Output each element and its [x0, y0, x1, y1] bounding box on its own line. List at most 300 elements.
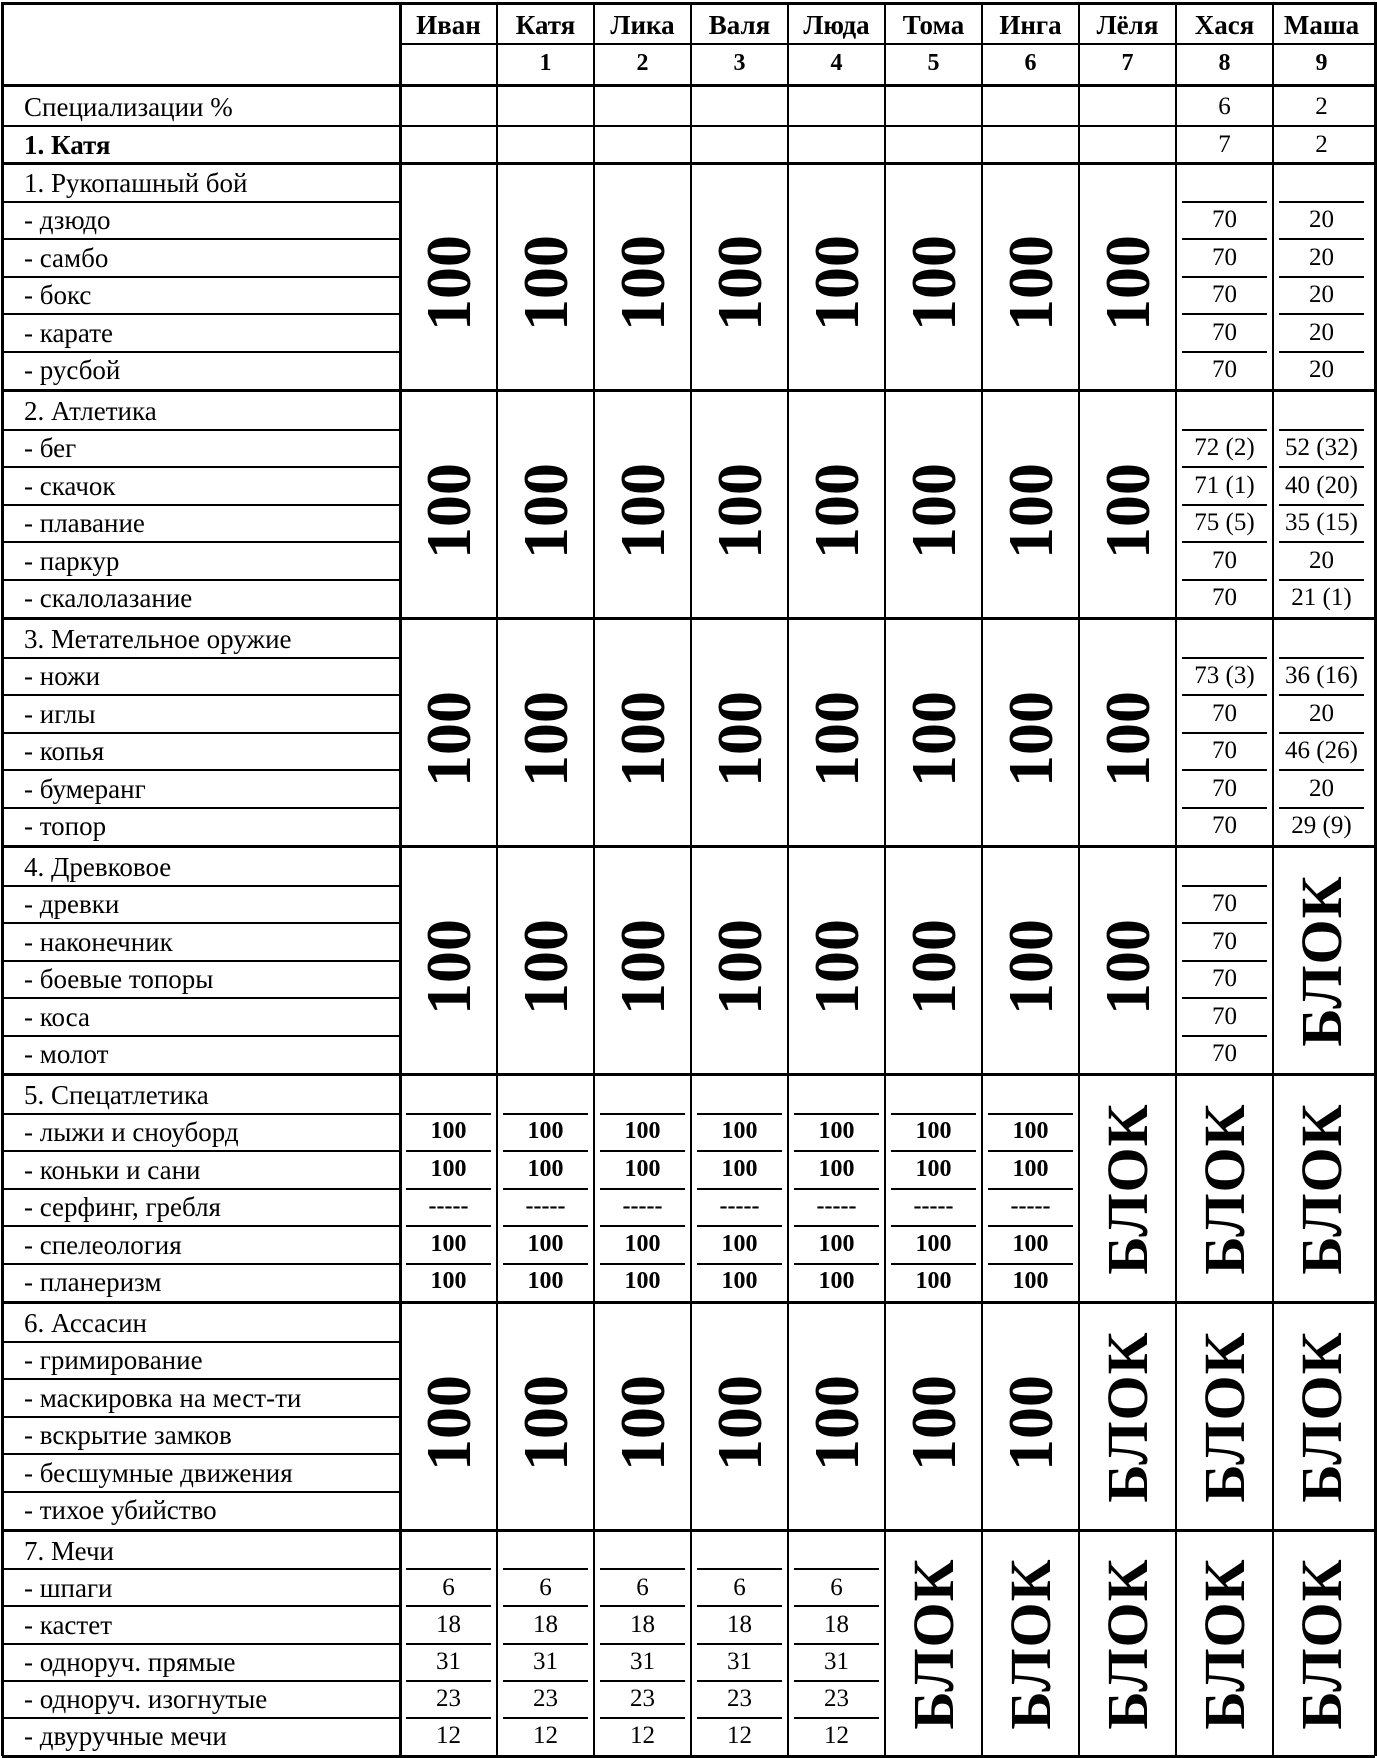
block-label: БЛОК	[1094, 1330, 1160, 1503]
cell-value: 6	[539, 1573, 552, 1601]
column-header-number: 5	[927, 50, 940, 76]
grid-line	[2, 1341, 400, 1343]
cell-value: 70	[1212, 584, 1237, 612]
skill-item-label: - дзюдо	[24, 205, 111, 236]
grid-line	[697, 1605, 782, 1607]
skill-item-label: - шпаги	[24, 1572, 113, 1603]
cell-value: 100	[1012, 1230, 1049, 1257]
skill-item-label: - древки	[24, 889, 120, 920]
cell-value: 100	[818, 1268, 855, 1295]
skill-item-label: - серфинг, гребля	[24, 1192, 221, 1223]
cell-value: 100	[1012, 1155, 1049, 1182]
cell-value: 31	[533, 1648, 558, 1676]
grid-line	[2, 997, 400, 999]
grid-line	[988, 1188, 1073, 1190]
cell-value: 35 (15)	[1285, 509, 1358, 537]
cell-value: 100	[915, 1118, 952, 1145]
grid-line	[697, 1225, 782, 1227]
grid-line	[600, 1150, 685, 1152]
big-value: 100	[509, 1374, 581, 1471]
cell-value: 70	[1212, 699, 1237, 727]
big-value: 100	[412, 690, 484, 787]
grid-line	[2, 541, 400, 543]
grid-line	[406, 1568, 491, 1570]
skill-item-label: - карате	[24, 317, 114, 348]
grid-line	[2, 351, 400, 353]
grid-line	[2, 617, 1375, 620]
grid-line	[1182, 694, 1267, 696]
grid-line	[697, 1150, 782, 1152]
grid-line	[2, 885, 400, 887]
skill-item-label: - лыжи и сноуборд	[24, 1117, 239, 1148]
grid-line	[1182, 1035, 1267, 1037]
grid-line	[794, 1113, 879, 1115]
grid-line	[697, 1717, 782, 1719]
cell-value: 12	[630, 1722, 655, 1750]
cell-value: 70	[1212, 281, 1237, 309]
cell-value: 36 (16)	[1285, 662, 1358, 690]
big-value: 100	[509, 918, 581, 1015]
column-header-number: 1	[539, 50, 552, 76]
grid-line	[794, 1150, 879, 1152]
big-value: 100	[606, 234, 678, 331]
grid-line	[787, 2, 789, 1756]
grid-line	[988, 1113, 1073, 1115]
big-value: 100	[703, 462, 775, 559]
grid-line	[2, 960, 400, 962]
cell-value: 23	[727, 1685, 752, 1713]
skill-item-label: - самбо	[24, 242, 109, 273]
grid-line	[2, 238, 400, 240]
grid-line	[1182, 922, 1267, 924]
spec-row-label: 1. Катя	[24, 130, 111, 160]
grid-line	[891, 1225, 976, 1227]
section-title: 3. Метательное оружие	[24, 623, 292, 654]
grid-line	[600, 1643, 685, 1645]
grid-line	[2, 1529, 1375, 1532]
grid-line	[600, 1568, 685, 1570]
section-title: 5. Спецатлетика	[24, 1079, 209, 1110]
column-header-name: Маша	[1283, 10, 1360, 40]
cell-value: 12	[533, 1722, 558, 1750]
section-title: 2. Атлетика	[24, 395, 157, 426]
cell-value: 100	[721, 1155, 758, 1182]
grid-line	[399, 2, 402, 1756]
big-value: 100	[1091, 234, 1163, 331]
cell-value: 12	[727, 1722, 752, 1750]
cell-value: 52 (32)	[1285, 434, 1358, 462]
grid-line	[981, 2, 983, 1756]
spec-row-value: 2	[1315, 131, 1328, 158]
grid-line	[1279, 769, 1364, 771]
cell-value: 70	[1212, 927, 1237, 955]
big-value: 100	[703, 690, 775, 787]
big-value: 100	[703, 1374, 775, 1471]
grid-line	[2, 1491, 400, 1493]
big-value: 100	[897, 234, 969, 331]
grid-line	[2, 1225, 400, 1227]
cell-value: 18	[630, 1610, 655, 1638]
skill-item-label: - копья	[24, 736, 105, 767]
cell-value: 70	[1212, 546, 1237, 574]
grid-line	[891, 1263, 976, 1265]
cell-value: 100	[624, 1118, 661, 1145]
grid-line	[2, 201, 400, 203]
block-label: БЛОК	[1191, 1330, 1257, 1503]
block-label: БЛОК	[1191, 1557, 1257, 1730]
grid-line	[1272, 2, 1274, 1756]
cell-value: 23	[436, 1685, 461, 1713]
grid-line	[794, 1225, 879, 1227]
cell-value: 70	[1212, 890, 1237, 918]
column-header-name: Лика	[610, 10, 675, 40]
cell-value: 100	[430, 1118, 467, 1145]
column-header-name: Катя	[515, 10, 576, 40]
grid-line	[1279, 807, 1364, 809]
cell-value: 70	[1212, 812, 1237, 840]
skill-item-label: - двуручные мечи	[24, 1721, 227, 1752]
grid-line	[2, 1035, 400, 1037]
grid-line	[406, 1680, 491, 1682]
column-header-number: 9	[1315, 50, 1328, 76]
grid-line	[503, 1263, 588, 1265]
grid-line	[2, 1378, 400, 1380]
big-value: 100	[703, 234, 775, 331]
grid-line	[406, 1150, 491, 1152]
grid-line	[2, 845, 1375, 848]
grid-line	[2, 276, 400, 278]
grid-line	[2, 1150, 400, 1152]
big-value: 100	[800, 234, 872, 331]
grid-line	[794, 1188, 879, 1190]
cell-value: 70	[1212, 318, 1237, 346]
skill-item-label: - бумеранг	[24, 773, 146, 804]
big-value: 100	[412, 234, 484, 331]
skill-item-label: - молот	[24, 1039, 109, 1070]
cell-value: 18	[727, 1610, 752, 1638]
grid-line	[600, 1717, 685, 1719]
grid-line	[600, 1263, 685, 1265]
cell-value: 70	[1212, 243, 1237, 271]
big-value: 100	[994, 1374, 1066, 1471]
cell-value: 100	[527, 1268, 564, 1295]
grid-line	[690, 2, 692, 1756]
grid-line	[1182, 504, 1267, 506]
skill-item-label: - скачок	[24, 470, 116, 501]
cell-value: 20	[1309, 318, 1334, 346]
cell-value: 100	[624, 1268, 661, 1295]
grid-line	[1279, 694, 1364, 696]
cell-value: 100	[915, 1155, 952, 1182]
big-value: 100	[897, 1374, 969, 1471]
cell-value: 12	[436, 1722, 461, 1750]
cell-value: 100	[721, 1268, 758, 1295]
grid-line	[503, 1717, 588, 1719]
cell-value: 23	[630, 1685, 655, 1713]
cell-value: 6	[830, 1573, 843, 1601]
cell-value: 70	[1212, 1002, 1237, 1030]
grid-line	[2, 1568, 400, 1570]
skill-item-label: - бег	[24, 433, 77, 464]
column-header-name: Лёля	[1096, 10, 1159, 40]
grid-line	[406, 1643, 491, 1645]
grid-line	[2, 429, 400, 431]
grid-line	[600, 1113, 685, 1115]
cell-value: 31	[727, 1648, 752, 1676]
grid-line	[1182, 541, 1267, 543]
cell-value: 20	[1309, 546, 1334, 574]
skill-item-label: - коньки и сани	[24, 1154, 201, 1185]
grid-line	[1182, 429, 1267, 431]
big-value: 100	[1091, 918, 1163, 1015]
grid-line	[1182, 960, 1267, 962]
big-value: 100	[897, 462, 969, 559]
skill-item-label: - бесшумные движения	[24, 1457, 293, 1488]
big-value: 100	[800, 1374, 872, 1471]
grid-line	[2, 125, 1375, 127]
big-value: 100	[800, 462, 872, 559]
cell-value: 100	[527, 1118, 564, 1145]
grid-line	[697, 1113, 782, 1115]
grid-line	[1175, 2, 1177, 1756]
cell-value: 18	[436, 1610, 461, 1638]
cell-value: 100	[818, 1230, 855, 1257]
grid-line	[2, 1188, 400, 1190]
big-value: 100	[994, 918, 1066, 1015]
grid-line	[503, 1605, 588, 1607]
block-label: БЛОК	[1288, 874, 1354, 1047]
cell-value: 100	[430, 1155, 467, 1182]
cell-value: 100	[721, 1118, 758, 1145]
cell-value: 6	[442, 1573, 455, 1601]
grid-line	[600, 1605, 685, 1607]
skill-item-label: - ножи	[24, 661, 101, 692]
grid-line	[406, 1717, 491, 1719]
cell-value: 20	[1309, 281, 1334, 309]
grid-line	[2, 1680, 400, 1682]
grid-line	[2, 162, 1375, 165]
big-value: 100	[412, 1374, 484, 1471]
grid-line	[1279, 313, 1364, 315]
grid-line	[503, 1188, 588, 1190]
cell-value: 70	[1212, 356, 1237, 384]
cell-value: 100	[915, 1268, 952, 1295]
skill-item-label: - бокс	[24, 280, 92, 311]
grid-line	[1182, 351, 1267, 353]
cell-value: 71 (1)	[1194, 471, 1255, 499]
grid-line	[503, 1150, 588, 1152]
grid-line	[1182, 313, 1267, 315]
grid-line	[2, 657, 400, 659]
column-header-number: 4	[830, 50, 843, 76]
column-header-name: Инга	[999, 10, 1062, 40]
grid-line	[1182, 238, 1267, 240]
spec-row-value: 7	[1218, 131, 1231, 158]
cell-value: -----	[622, 1193, 663, 1220]
cell-value: 31	[824, 1648, 849, 1676]
cell-value: -----	[816, 1193, 857, 1220]
grid-line	[884, 2, 886, 1756]
grid-line	[406, 1263, 491, 1265]
big-value: 100	[606, 918, 678, 1015]
skill-item-label: - маскировка на мест-ти	[24, 1382, 302, 1413]
grid-line	[600, 1188, 685, 1190]
block-label: БЛОК	[1288, 1557, 1354, 1730]
grid-line	[1374, 2, 1377, 1756]
cell-value: 70	[1212, 1040, 1237, 1068]
grid-line	[1279, 429, 1364, 431]
grid-line	[1182, 885, 1267, 887]
big-value: 100	[606, 1374, 678, 1471]
section-title: 1. Рукопашный бой	[24, 167, 248, 198]
skill-item-label: - плавание	[24, 508, 145, 539]
skill-item-label: - иглы	[24, 698, 96, 729]
cell-value: 6	[636, 1573, 649, 1601]
skill-item-label: - спелеология	[24, 1229, 182, 1260]
big-value: 100	[412, 918, 484, 1015]
big-value: 100	[509, 690, 581, 787]
big-value: 100	[994, 234, 1066, 331]
big-value: 100	[1091, 690, 1163, 787]
grid-line	[503, 1643, 588, 1645]
skill-item-label: - гримирование	[24, 1345, 203, 1376]
cell-value: 46 (26)	[1285, 737, 1358, 765]
skill-item-label: - одноруч. прямые	[24, 1647, 236, 1678]
cell-value: 20	[1309, 356, 1334, 384]
cell-value: 23	[824, 1685, 849, 1713]
grid-line	[1279, 732, 1364, 734]
skill-item-label: - русбой	[24, 355, 121, 386]
skill-item-label: - паркур	[24, 545, 120, 576]
grid-line	[2, 1113, 400, 1115]
cell-value: -----	[913, 1193, 954, 1220]
grid-line	[794, 1263, 879, 1265]
grid-line	[2, 1453, 400, 1455]
grid-line	[697, 1643, 782, 1645]
spec-row-value: 6	[1218, 93, 1231, 120]
grid-line	[697, 1188, 782, 1190]
grid-line	[406, 1225, 491, 1227]
column-header-name: Люда	[803, 10, 870, 40]
block-label: БЛОК	[997, 1557, 1063, 1730]
grid-line	[1182, 657, 1267, 659]
column-header-number: 7	[1121, 50, 1134, 76]
cell-value: 40 (20)	[1285, 471, 1358, 499]
grid-line	[503, 1680, 588, 1682]
big-value: 100	[1091, 462, 1163, 559]
cell-value: 100	[1012, 1118, 1049, 1145]
spec-row-value: 2	[1315, 93, 1328, 120]
cell-value: 31	[630, 1648, 655, 1676]
cell-value: -----	[1010, 1193, 1051, 1220]
grid-line	[1182, 769, 1267, 771]
cell-value: 20	[1309, 699, 1334, 727]
grid-line	[2, 389, 1375, 392]
big-value: 100	[606, 690, 678, 787]
column-header-number: 8	[1218, 50, 1231, 76]
grid-line	[1078, 2, 1080, 1756]
grid-line	[1279, 541, 1364, 543]
grid-line	[400, 43, 1375, 45]
block-label: БЛОК	[900, 1557, 966, 1730]
cell-value: 23	[533, 1685, 558, 1713]
column-header-name: Валя	[708, 10, 771, 40]
grid-line	[2, 579, 400, 581]
grid-line	[1279, 504, 1364, 506]
cell-value: 20	[1309, 206, 1334, 234]
grid-line	[406, 1113, 491, 1115]
grid-line	[988, 1150, 1073, 1152]
grid-line	[1182, 732, 1267, 734]
grid-line	[697, 1568, 782, 1570]
block-label: БЛОК	[1094, 1102, 1160, 1275]
cell-value: 18	[533, 1610, 558, 1638]
skill-item-label: - вскрытие замков	[24, 1420, 232, 1451]
grid-line	[406, 1188, 491, 1190]
grid-line	[1182, 997, 1267, 999]
cell-value: -----	[525, 1193, 566, 1220]
skill-item-label: - одноруч. изогнутые	[24, 1684, 268, 1715]
big-value: 100	[509, 462, 581, 559]
grid-line	[2, 1073, 1375, 1076]
column-header-name: Тома	[902, 10, 965, 40]
cell-value: 21 (1)	[1291, 584, 1352, 612]
grid-line	[1182, 579, 1267, 581]
cell-value: 100	[527, 1230, 564, 1257]
grid-line	[496, 2, 498, 1756]
block-label: БЛОК	[1288, 1330, 1354, 1503]
column-header-number: 6	[1024, 50, 1037, 76]
grid-line	[2, 922, 400, 924]
grid-line	[697, 1263, 782, 1265]
cell-value: 100	[818, 1118, 855, 1145]
grid-line	[1182, 466, 1267, 468]
column-header-number: 2	[636, 50, 649, 76]
cell-value: 100	[624, 1230, 661, 1257]
cell-value: 100	[624, 1155, 661, 1182]
grid-line	[1182, 276, 1267, 278]
cell-value: 100	[527, 1155, 564, 1182]
column-header-number: 3	[733, 50, 746, 76]
cell-value: 29 (9)	[1291, 812, 1352, 840]
grid-line	[2, 313, 400, 315]
skill-item-label: - коса	[24, 1001, 90, 1032]
cell-value: -----	[428, 1193, 469, 1220]
column-header-name: Иван	[416, 10, 481, 40]
column-header-name: Хася	[1194, 10, 1255, 40]
grid-line	[794, 1568, 879, 1570]
skill-item-label: - наконечник	[24, 926, 173, 957]
grid-line	[2, 504, 400, 506]
block-label: БЛОК	[1094, 1557, 1160, 1730]
big-value: 100	[703, 918, 775, 1015]
grid-line	[1279, 201, 1364, 203]
grid-line	[503, 1568, 588, 1570]
big-value: 100	[897, 918, 969, 1015]
big-value: 100	[994, 462, 1066, 559]
grid-line	[1182, 201, 1267, 203]
grid-line	[891, 1188, 976, 1190]
grid-line	[2, 769, 400, 771]
grid-line	[2, 1717, 400, 1719]
grid-line	[2, 84, 1375, 87]
grid-line	[2, 1643, 400, 1645]
cell-value: 70	[1212, 206, 1237, 234]
grid-line	[1279, 579, 1364, 581]
grid-line	[600, 1680, 685, 1682]
grid-line	[1182, 807, 1267, 809]
grid-line	[697, 1680, 782, 1682]
